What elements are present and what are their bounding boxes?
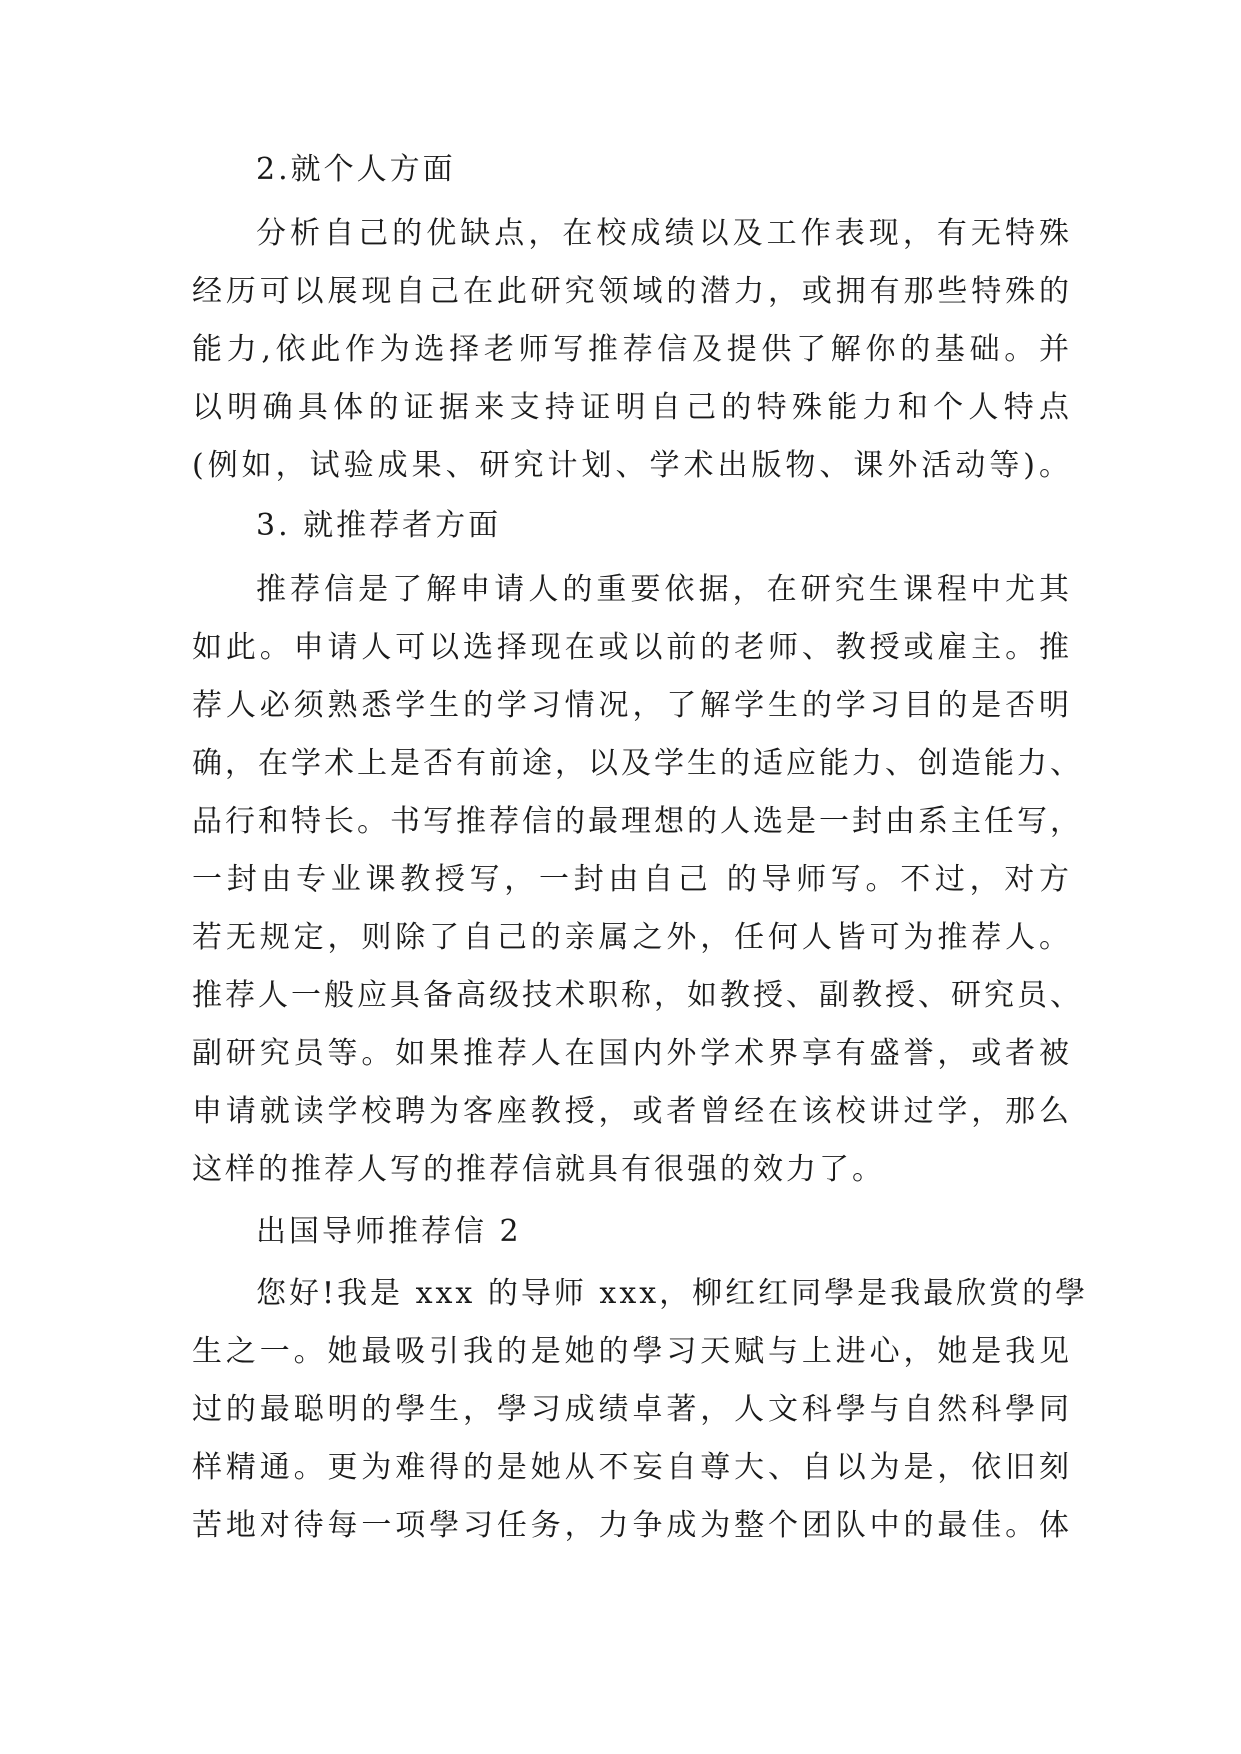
paragraph-line: 若无规定，则除了自己的亲属之外，任何人皆可为推荐人。 — [192, 920, 1072, 955]
paragraph-line: 样精通。更为难得的是她从不妄自尊大、自以为是，依旧刻 — [192, 1450, 1072, 1485]
paragraph-line: 申请就读学校聘为客座教授，或者曾经在该校讲过学，那么 — [192, 1094, 1072, 1129]
section-heading: 2.就个人方面 — [256, 152, 456, 187]
paragraph-line: 推荐信是了解申请人的重要依据，在研究生课程中尤其 — [256, 572, 1072, 607]
paragraph-line: 生之一。她最吸引我的是她的學习天赋与上进心，她是我见 — [192, 1334, 1072, 1369]
paragraph-line: (例如，试验成果、研究计划、学术出版物、课外活动等)。 — [192, 448, 1072, 483]
paragraph-line: 荐人必须熟悉学生的学习情况，了解学生的学习目的是否明 — [192, 688, 1072, 723]
paragraph-line: 推荐人一般应具备高级技术职称，如教授、副教授、研究员、 — [192, 978, 1083, 1013]
paragraph-line: 一封由专业课教授写，一封由自己 的导师写。不过，对方 — [192, 862, 1072, 897]
section-heading: 出国导师推荐信 2 — [256, 1214, 522, 1249]
paragraph-line: 副研究员等。如果推荐人在国内外学术界享有盛誉，或者被 — [192, 1036, 1072, 1071]
paragraph-line: 以明确具体的证据来支持证明自己的特殊能力和个人特点 — [192, 390, 1072, 425]
paragraph-line: 您好!我是 xxx 的导师 xxx，柳红红同學是我最欣赏的學 — [256, 1276, 1089, 1311]
paragraph-line: 品行和特长。书写推荐信的最理想的人选是一封由系主任写， — [192, 804, 1083, 839]
paragraph-line: 分析自己的优缺点，在校成绩以及工作表现，有无特殊 — [256, 216, 1072, 251]
paragraph-line: 这样的推荐人写的推荐信就具有很强的效力了。 — [192, 1152, 885, 1187]
paragraph-line: 过的最聪明的學生，學习成绩卓著，人文科學与自然科學同 — [192, 1392, 1072, 1427]
paragraph-line: 苦地对待每一项學习任务，力争成为整个团队中的最佳。体 — [192, 1508, 1072, 1543]
paragraph-line: 经历可以展现自己在此研究领域的潜力，或拥有那些特殊的 — [192, 274, 1072, 309]
section-heading: 3. 就推荐者方面 — [256, 508, 502, 543]
paragraph-line: 确，在学术上是否有前途，以及学生的适应能力、创造能力、 — [192, 746, 1083, 781]
paragraph-line: 如此。申请人可以选择现在或以前的老师、教授或雇主。推 — [192, 630, 1072, 665]
paragraph-line: 能力,依此作为选择老师写推荐信及提供了解你的基础。并 — [192, 332, 1072, 367]
